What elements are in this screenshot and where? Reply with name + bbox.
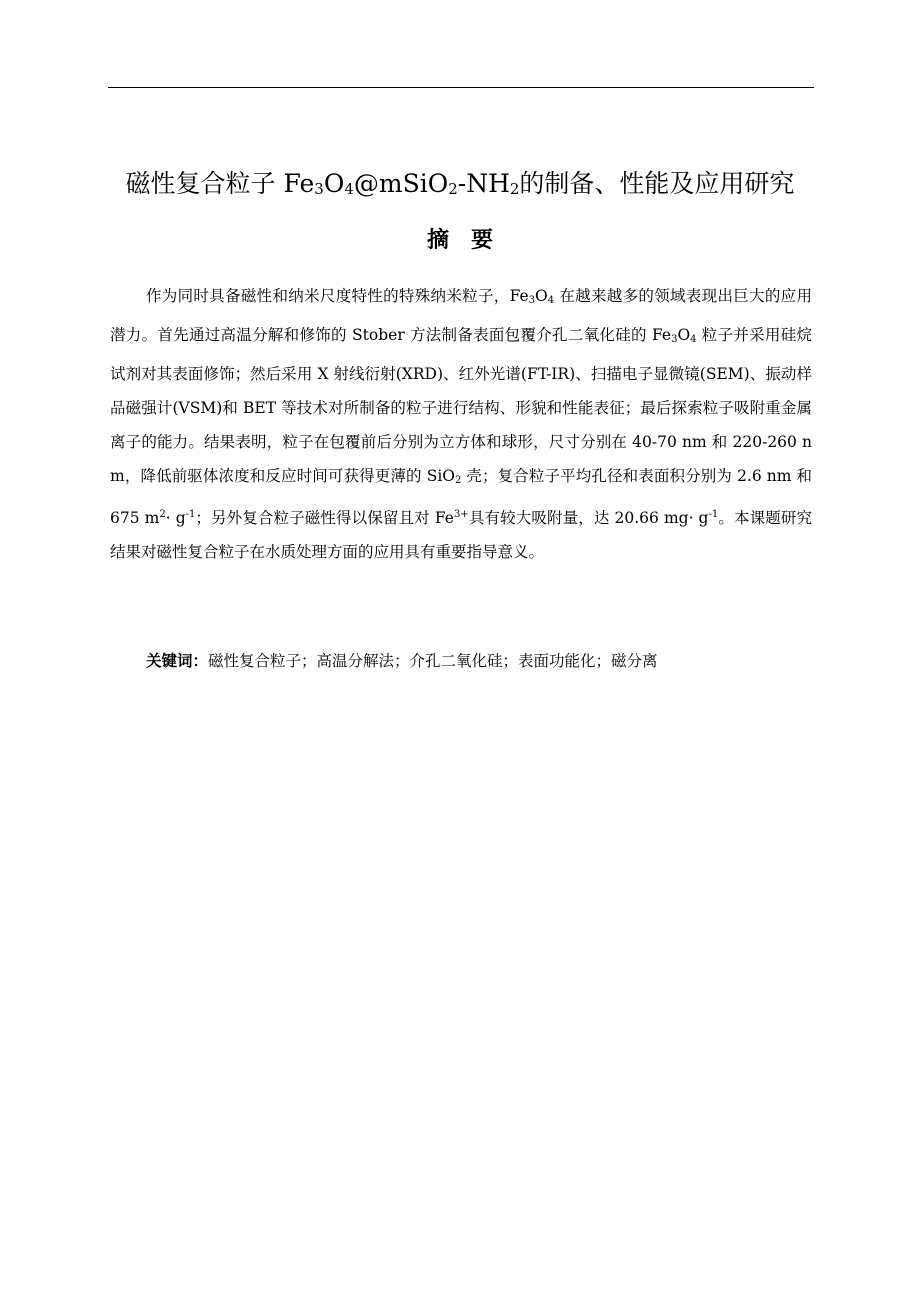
keywords-text: 磁性复合粒子；高温分解法；介孔二氧化硅；表面功能化；磁分离 (208, 652, 658, 670)
title-text: 磁性复合粒子 Fe (125, 169, 315, 198)
abstract-text: 粒子并采用硅烷试剂对其表面修饰；然后采用 X 射线衍射(XRD)、红外光谱(FT-IR)、扫描电子显微镜(SEM)、振动样品磁强计(VSM)和 BET 等技术对所制备的粒子进行结构、形貌和性能表征；最后探索粒子吸附重金属离子的能力。结果表明，粒子在包覆前后分别为立方体和球形，尺寸分别在 40-70 nm 和 220-260 nm，降低前驱体浓度和反应时间可获得更薄的 SiO (110, 326, 812, 485)
document-title (100, 164, 820, 209)
abstract-superscript: -1 (708, 509, 719, 520)
abstract-subscript: 2 (455, 475, 462, 486)
abstract-subscript: 3 (671, 334, 678, 345)
abstract-text: 壳；复合粒子平均孔径和表面积分别为 2.6 nm 和 675 m (110, 467, 812, 527)
abstract-superscript: -1 (185, 509, 196, 520)
heading-char: 摘 (426, 227, 449, 253)
title-text: 的制备、性能及应用研究 (519, 169, 795, 198)
abstract-text: 。本课题研究结果对磁性复合粒子在水质处理方面的应用具有重要指导意义。 (110, 509, 813, 561)
abstract-text: ；另外复合粒子磁性得以保留且对 Fe (195, 509, 454, 527)
title-text: -NH (457, 169, 510, 198)
abstract-text: 作为同时具备磁性和纳米尺度特性的特殊纳米粒子，Fe (146, 287, 529, 305)
abstract-superscript: 3+ (453, 509, 469, 520)
abstract-heading (100, 222, 820, 258)
abstract-text: O (535, 287, 548, 305)
title-text: O (323, 169, 345, 198)
abstract-text: · g (165, 509, 186, 527)
abstract-superscript: 2 (159, 509, 166, 520)
title-subscript: 2 (448, 180, 458, 198)
abstract-subscript: 4 (547, 295, 555, 306)
abstract-paragraph (110, 279, 812, 569)
title-text: @mSiO (353, 169, 449, 198)
abstract-text: 具有较大吸附量，达 20.66 mg· g (468, 509, 709, 527)
title-subscript: 2 (509, 180, 520, 198)
abstract-subscript: 3 (528, 295, 536, 306)
keywords-line (146, 644, 658, 678)
keywords-label: 关键词： (146, 651, 209, 670)
abstract-text: O (677, 326, 691, 344)
abstract-text: 在越来越多的领域表现出巨大的应用潜力。首先通过高温分解和修饰的 Stober 方法制备表面包覆介孔二氧化硅的 Fe (110, 287, 812, 344)
title-subscript: 3 (314, 180, 324, 198)
heading-char: 要 (471, 227, 494, 253)
header-rule (108, 87, 814, 88)
abstract-subscript: 4 (690, 334, 697, 345)
title-subscript: 4 (344, 180, 354, 198)
